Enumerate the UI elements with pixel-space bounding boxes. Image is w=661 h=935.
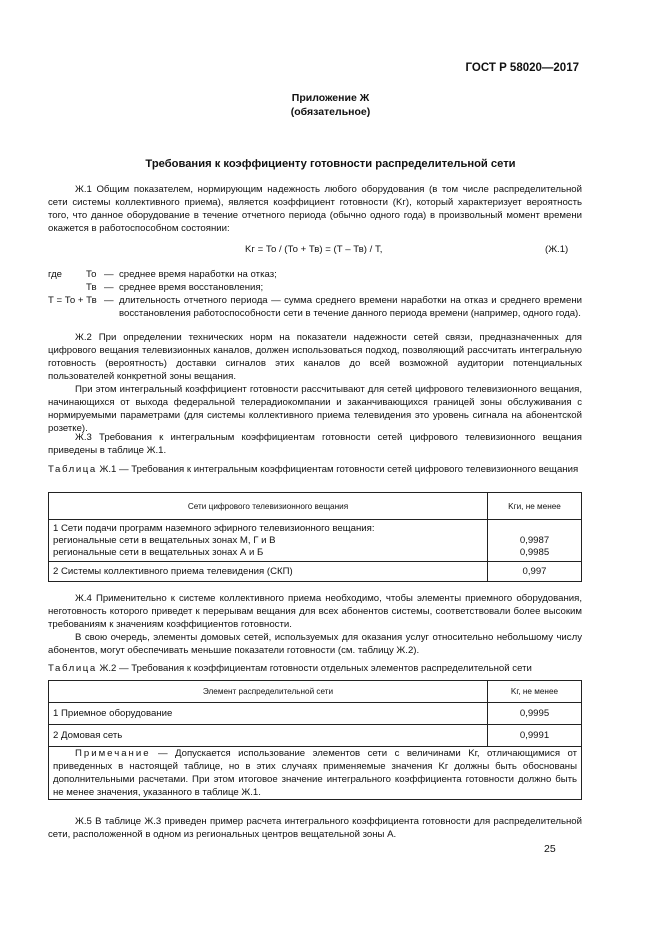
- column-header: Сети цифрового телевизионного вещания: [49, 493, 488, 520]
- definition-text: среднее время восстановления;: [119, 282, 264, 293]
- table-zh1: [48, 492, 582, 582]
- column-header: Kг, не менее: [488, 681, 582, 703]
- column-header: Kги, не менее: [488, 493, 582, 520]
- paragraph-zh3: Ж.3 Требования к интегральным коэффициентам готовности сетей цифрового телевизионного вещания приведены в таблице Ж.1.: [48, 432, 582, 456]
- table-row: [49, 562, 582, 582]
- table1-caption: Таблица Ж.1 — Требования к интегральным коэффициентам готовности сетей цифрового телевизионного вещания: [48, 464, 579, 475]
- dash: —: [104, 282, 114, 293]
- paragraph-zh2: Ж.2 При определении технических норм на показатели надежности сетей связи, предназначенных для цифрового вещания телевизионных каналов, должен использоваться подход, позволяющий рассчитать интегральную готовность (вероятность) доставки сигналов этих каналов до всей возможной аудитории потенциальных пользователей конкретной зоны вещания.: [48, 332, 582, 382]
- formula-number: (Ж.1): [545, 244, 569, 255]
- table-header-row: [49, 681, 582, 703]
- paragraph-zh1: Ж.1 Общим показателем, нормирующим надежность любого оборудования (в том числе распределительной сети системы коллективного приема), является коэффициент готовности (Kг), который характеризует вероятность того, что данное оборудование в течение отчетного периода (обычно одного года) в произвольный момент времени окажется в работоспособном состоянии:: [48, 184, 582, 234]
- table-cell: 2 Домовая сеть: [49, 725, 488, 747]
- section-title: Требования к коэффициенту готовности распределительной сети: [145, 158, 516, 170]
- symbol-tv: Тв: [86, 282, 97, 293]
- note-text: — Допускается использование элементов сети с величинами Kг, отличающимися от приведенных в настоящей таблице, но в этих случаях применяемые значения Kг должны быть обоснованы дополнительными расчетами. При этом итоговое значение интегрального коэффициента готовности должно быть не менее значения, указанного в таблице Ж.1.: [53, 748, 578, 798]
- table-zh2: [48, 680, 582, 800]
- paragraph-zh2-cont: При этом интегральный коэффициент готовности рассчитывают для сетей цифрового телевизионного вещания, начинающихся от выхода федеральной телерадиокомпании и заканчивающихся границей зоны обслуживания с нормируемыми параметрами (для системы коллективного приема телевидения это уровень сигнала на абонентской розетке).: [48, 384, 582, 434]
- table-cell: 0,9991: [488, 725, 582, 747]
- where-label: где: [48, 269, 63, 280]
- page-number: 25: [544, 843, 556, 855]
- note-label: Примечание: [75, 748, 151, 759]
- paragraph-zh4-cont: В свою очередь, элементы домовых сетей, используемых для оказания услуг относительно небольшому числу абонентов, могут обеспечивать меньшие показатели готовности (см. таблицу Ж.2).: [48, 632, 582, 656]
- column-header: Элемент распределительной сети: [49, 681, 488, 703]
- symbol-to: То: [86, 269, 97, 280]
- table-note-row: [49, 747, 582, 800]
- standard-number: ГОСТ Р 58020—2017: [465, 62, 579, 74]
- table-row: [49, 703, 582, 725]
- symbol-t: Т = То + Тв: [48, 295, 97, 306]
- table-cell: 2 Системы коллективного приема телевидения (СКП): [49, 562, 488, 582]
- table-cell: 0,9995: [488, 703, 582, 725]
- appendix-title: Приложение Ж: [291, 92, 370, 104]
- table-cell: 1 Сети подачи программ наземного эфирного телевизионного вещания: региональные сети в вещательных зонах М, Г и В региональные сети в вещательных зонах А и Б: [49, 520, 488, 562]
- definition-row: [48, 268, 582, 281]
- appendix-status: (обязательное): [290, 106, 371, 118]
- definition-row: [48, 294, 582, 333]
- table-row: [49, 725, 582, 747]
- table-header-row: [49, 493, 582, 520]
- table-note: [49, 747, 582, 800]
- table-cell: 0,997: [488, 562, 582, 582]
- table-row: [49, 520, 582, 562]
- dash: —: [104, 295, 114, 306]
- paragraph-zh5: Ж.5 В таблице Ж.3 приведен пример расчета интегрального коэффициента готовности для распределительной сети, расположенной в одном из региональных центров вещательной зоны А.: [48, 816, 582, 840]
- definition-list: [48, 268, 582, 333]
- table-cell: 0,9987 0,9985: [488, 520, 582, 562]
- dash: —: [104, 269, 114, 280]
- table-cell: 1 Приемное оборудование: [49, 703, 488, 725]
- formula-kg: Kг = То / (То + Тв) = (Т – Тв) / Т,: [245, 244, 383, 255]
- definition-row: [48, 281, 582, 294]
- definition-text: длительность отчетного периода — сумма среднего времени наработки на отказ и среднего времени восстановления работоспособности сети в течение данного периода времени (например, одного года).: [119, 295, 582, 319]
- definition-text: среднее время наработки на отказ;: [119, 269, 277, 280]
- paragraph-zh4: Ж.4 Применительно к системе коллективного приема необходимо, чтобы элементы приемного оборудования, неготовность которого приведет к перерывам вещания для всех абонентов системы, соответствовали более высоким требованиям к значениям коэффициентов готовности.: [48, 593, 582, 630]
- table2-caption: Таблица Ж.2 — Требования к коэффициентам готовности отдельных элементов распределительной сети: [48, 663, 532, 674]
